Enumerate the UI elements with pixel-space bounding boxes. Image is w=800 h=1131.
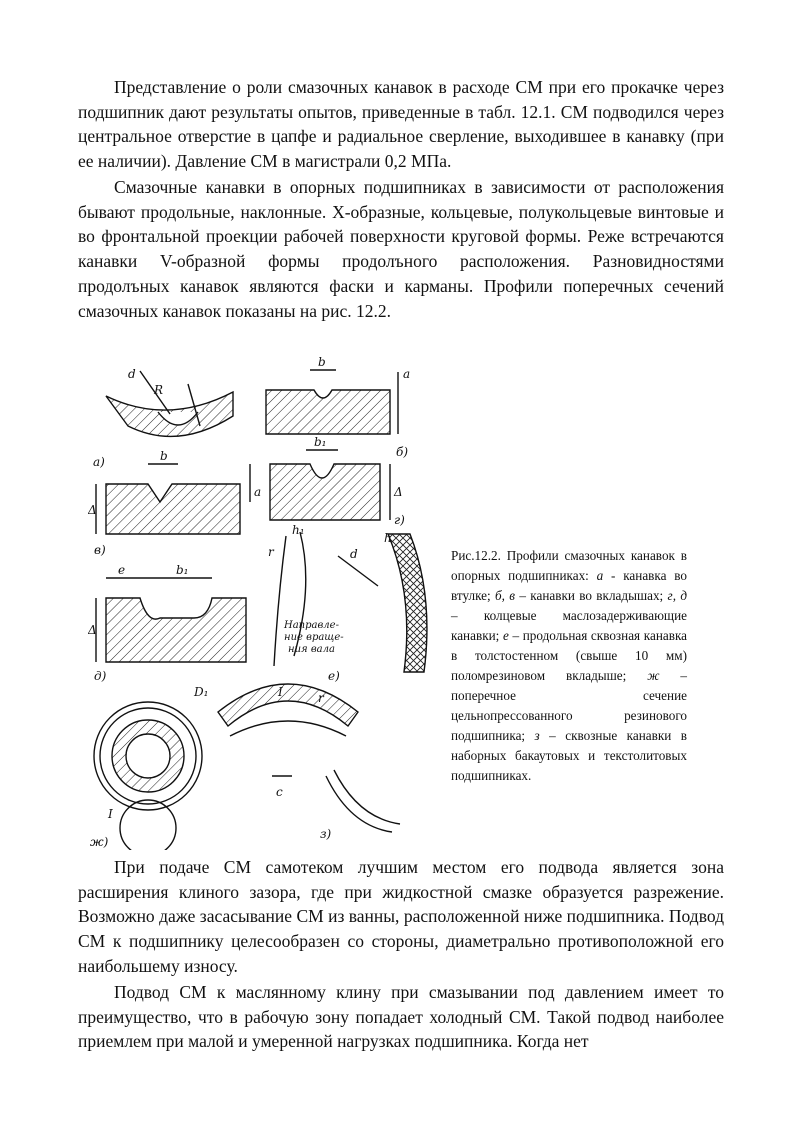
profile-zh bbox=[90, 685, 208, 850]
label-R: R bbox=[154, 383, 164, 397]
rotation-note-2: ние враще- bbox=[284, 632, 344, 643]
label-zh: ж) bbox=[90, 835, 109, 849]
groove-profiles-figure bbox=[88, 356, 448, 850]
label-z: з) bbox=[320, 827, 332, 841]
label-d-e: d bbox=[350, 547, 358, 561]
caption-letters-gd: г, д bbox=[667, 588, 687, 603]
caption-text-bv: – канавки во вкладышах; bbox=[515, 588, 668, 603]
label-delta-v: Δ bbox=[88, 503, 97, 517]
profile-g bbox=[270, 435, 405, 527]
label-I-zh: I bbox=[108, 807, 113, 821]
paragraph-4: Подвод СМ к маслянному клину при смазывании под давлением имеет то преимущество, что в рабочую зону попадает холодный СМ. Такой подвод наиболее приемлем при малой и умеренной нагрузках подшипника. Когда нет bbox=[78, 982, 724, 1052]
rotation-note-1: Направле- bbox=[284, 620, 339, 631]
label-e-dim: e bbox=[118, 563, 126, 577]
caption-text-e: – продольная сквозная канавка в толстостенном (свыше 10 мм) поломрезиновом вкладыше; bbox=[451, 628, 688, 683]
label-h1-e: h₁ bbox=[292, 523, 305, 537]
paragraph-2: Смазочные канавки в опорных подшипниках в зависимости от расположения бывают продольные, наклонные. Х-образные, кольцевые, полукольцевые винтовые и во фронтальной проекции рабочей поверхности круговой формы. Реже встречаются канавки V-образной формы продолъного расположения. Разновидностями продолъных канавок являются фаски и карманы. Профили поперечных сечений смазочных канавок показаны на рис. 12.2. bbox=[78, 177, 724, 321]
paragraph-3: При подаче СМ самотеком лучшим местом его подвода является зона расширения клиного зазора, где при жидкостной смазке образуется разрежение. Возможно даже засасывание СМ из ванны, расположенной ниже подшипника. Подвод СМ к подшипнику целесообразен со стороны, диаметрально противоположной его наибольшему износу. bbox=[78, 857, 724, 976]
label-b-dim-v: b bbox=[160, 449, 168, 463]
rotation-note-3: ния вала bbox=[288, 644, 335, 655]
caption-letter-a: а bbox=[596, 568, 604, 583]
caption-letters-bv: б, в bbox=[495, 588, 515, 603]
label-b1-dim-d: b₁ bbox=[176, 563, 189, 577]
profile-b bbox=[266, 356, 410, 459]
figure-caption bbox=[451, 546, 687, 786]
label-c-z: c bbox=[276, 785, 283, 799]
caption-letter-z: з bbox=[534, 728, 540, 743]
profile-d bbox=[88, 563, 246, 683]
profile-e bbox=[268, 523, 427, 683]
caption-text-z: – сквозные канавки в наборных бакаутовых и текстолитовых подшипниках. bbox=[451, 728, 687, 783]
label-a-dim-v: a bbox=[254, 485, 262, 499]
profile-z bbox=[218, 684, 400, 841]
caption-text-gd: – колцевые маслозадерживающие канавки; bbox=[451, 608, 687, 643]
label-I-z: I bbox=[278, 685, 283, 699]
label-r-z: r bbox=[318, 691, 324, 705]
label-a: а) bbox=[93, 455, 105, 469]
label-v: в) bbox=[94, 543, 106, 557]
label-b-dim: b bbox=[318, 356, 326, 369]
label-delta-d: Δ bbox=[88, 623, 97, 637]
caption-letter-e: е bbox=[502, 628, 509, 643]
paragraph-1: Представление о роли смазочных канавок в расходе СМ при его прокачке через подшипник дают результаты опытов, приведенные в табл. 12.1. СМ подводился через центральное отверстие в цапфе и радиальное сверление, выходившее в канавку (при ее наличии). Давление СМ в магистрали 0,2 МПа. bbox=[78, 77, 724, 172]
label-b: б) bbox=[396, 445, 409, 459]
caption-text-a: - канавка во втулке; bbox=[451, 568, 687, 603]
label-b1-dim-g: b₁ bbox=[314, 435, 327, 449]
label-a-dim: a bbox=[403, 367, 411, 381]
profile-v bbox=[88, 449, 261, 557]
label-g: г) bbox=[394, 513, 405, 527]
label-delta-g: Δ bbox=[394, 485, 403, 499]
caption-text-zh: – поперечное сечение цельнопрессованного резинового подшипника; bbox=[451, 668, 687, 743]
label-d: d bbox=[128, 367, 136, 381]
label-r-e: r bbox=[268, 545, 274, 559]
caption-lead: Рис.12.2. Профили смазочных канавок в опорных подшипниках: bbox=[451, 548, 687, 583]
label-h-e: h bbox=[384, 531, 392, 545]
label-e: е) bbox=[328, 669, 340, 683]
label-d: д) bbox=[94, 669, 107, 683]
caption-letter-zh: ж bbox=[647, 668, 660, 683]
label-D1: D₁ bbox=[194, 685, 209, 699]
